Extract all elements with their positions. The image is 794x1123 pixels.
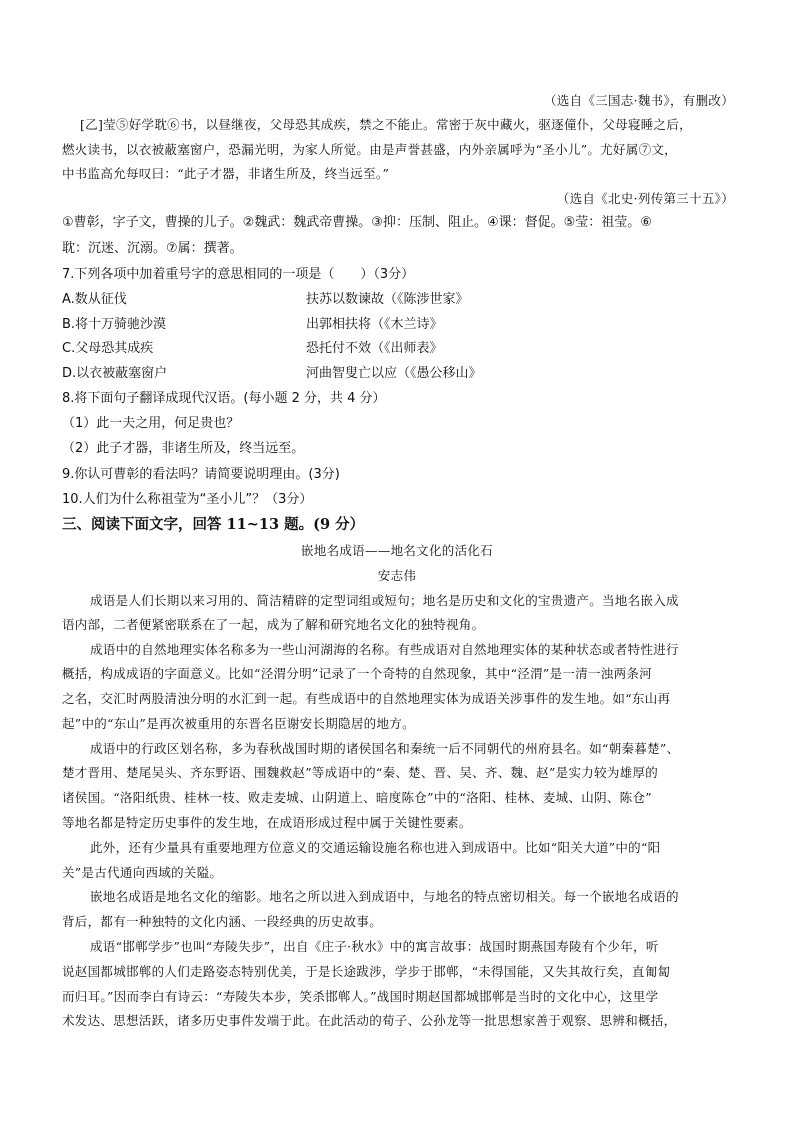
article-title: 嵌地名成语——地名文化的活化石 <box>300 543 493 558</box>
option-label: D.以衣被蔽塞窗户 <box>62 366 168 381</box>
article-line: 概括，构成成语的字面意义。比如“泾渭分明”记录了一个奇特的自然现象，其中“泾渭”是一清一浊两条河 <box>62 666 652 681</box>
question-10: 10.人们为什么称祖莹为“圣小儿”？（3分） <box>62 492 313 507</box>
option-comparison: 出郭相扶将（《木兰诗》 <box>306 317 443 332</box>
article-line: 成语是人们长期以来习用的、简洁精辟的定型词组或短句；地名是历史和文化的宝贵遗产。当地名嵌入成 <box>90 593 679 608</box>
article-line: 成语中的自然地理实体名称多为一些山河湖海的名称。有些成语对自然地理实体的某种状态或者特性进行 <box>90 642 679 657</box>
option-comparison: 扶苏以数谏故（《陈涉世家》 <box>306 292 469 307</box>
article-line: 术发达、思想活跃，诸多历史事件发端于此。在此活动的荀子、公孙龙等一批思想家善于观察、思辨和概括， <box>62 1013 677 1028</box>
question-7-stem: 7.下列各项中加着重号字的意思相同的一项是（ ）（3分） <box>62 267 415 282</box>
article-line: 此外，还有少量具有重要地理方位意义的交通运输设施名称也进入到成语中。比如“阳关大道”中的“阳 <box>90 840 661 855</box>
article-line: 说赵国都城邯郸的人们走路姿态特别优美，于是长途跋涉，学步于邯郸，“未得国能，又失其故行矣，直匍匐 <box>62 964 671 979</box>
q7-option-a[interactable] <box>62 291 662 309</box>
article-line: 语内部，二者便紧密联系在了一起，成为了解和研究地名文化的独特视角。 <box>62 617 485 632</box>
option-comparison: 恐托付不效（《出师表》 <box>306 341 443 356</box>
footnote-line: 耽：沉迷、沉溺。⑦属：撰著。 <box>62 241 243 256</box>
article-line: 等地名都是特定历史事件的发生地，在成语形成过程中属于关键性要素。 <box>62 815 472 830</box>
source-citation-a: （选自《三国志·魏书》，有删改） <box>543 93 734 108</box>
q7-option-b[interactable] <box>62 316 662 334</box>
article-author: 安志伟 <box>377 568 417 583</box>
q7-option-c[interactable] <box>62 340 662 358</box>
question-8-stem: 8.将下面句子翻译成现代汉语。(每小题 2 分，共 4 分） <box>62 391 386 406</box>
article-line: 起”中的“东山”是再次被重用的东晋名臣谢安长期隐居的地方。 <box>62 716 415 731</box>
question-9: 9.你认可曹彰的看法吗？请简要说明理由。(3分) <box>62 467 340 482</box>
article-line: 背后，都有一种独特的文化内涵、一段经典的历史故事。 <box>62 914 383 929</box>
passage-b-line: 燃火读书，以衣被蔽塞窗户，恐漏光明，为家人所觉。由是声誉甚盛，内外亲属呼为“圣小儿”。尤好属⑦文， <box>62 142 677 157</box>
article-line: 楚才晋用、楚尾吴头、齐东野语、围魏救赵”等成语中的“秦、楚、晋、吴、齐、魏、赵”是实力较为雄厚的 <box>62 765 659 780</box>
article-line: 而归耳。”因而李白有诗云：“寿陵失本步，笑杀邯郸人。”战国时期赵国都城邯郸是当时的文化中心，这里学 <box>62 989 659 1004</box>
passage-b-line: [乙]莹⑤好学耽⑥书，以昼继夜，父母恐其成疾，禁之不能止。常密于灰中藏火，驱逐僮仆，父母寝睡之后， <box>80 117 692 132</box>
article-line: 关”是古代通向西域的关隘。 <box>62 865 223 880</box>
article-line: 嵌地名成语是地名文化的缩影。地名之所以进入到成语中，与地名的特点密切相关。每一个嵌地名成语的 <box>90 889 679 904</box>
footnote-line: ①曹彰，字子文，曹操的儿子。②魏武：魏武帝曹操。③抑：压制、阻止。④课：督促。⑤莹：祖莹。⑥ <box>62 215 652 230</box>
option-label: A.数从征伐 <box>62 292 127 307</box>
option-label: C.父母恐其成疾 <box>62 341 154 356</box>
article-line: 之名，交汇时两股清浊分明的水汇到一起。有些成语中的自然地理实体为成语关涉事件的发生地。如“东山再 <box>62 691 671 706</box>
article-line: 成语“邯郸学步”也叫“寿陵失步”，出自《庄子·秋水》中的寓言故事：战国时期燕国寿陵有个少年，听 <box>90 939 659 954</box>
option-comparison: 河曲智叟亡以应（《愚公移山》 <box>306 366 482 381</box>
passage-b-line: 中书监高允每叹曰：“此子才器，非诸生所及，终当远至。” <box>62 166 390 181</box>
source-citation-b: （选自《北史·列传第三十五》） <box>556 191 734 206</box>
q8-item: （1）此一夫之用，何足贵也？ <box>62 416 240 431</box>
section-3-heading: 三、阅读下面文字，回答 11~13 题。(9 分） <box>62 516 365 533</box>
q8-item: （2）此子才器，非诸生所及，终当远至。 <box>62 441 305 456</box>
article-line: 诸侯国。“洛阳纸贵、桂林一枝、败走麦城、山阴道上、暗度陈仓”中的“洛阳、桂林、麦城、山阴、陈仓” <box>62 790 652 805</box>
q7-option-d[interactable] <box>62 365 662 383</box>
article-line: 成语中的行政区划名称，多为春秋战国时期的诸侯国名和秦统一后不同朝代的州府县名。如“朝秦暮楚”、 <box>90 741 680 756</box>
option-label: B.将十万骑驰沙漠 <box>62 317 167 332</box>
